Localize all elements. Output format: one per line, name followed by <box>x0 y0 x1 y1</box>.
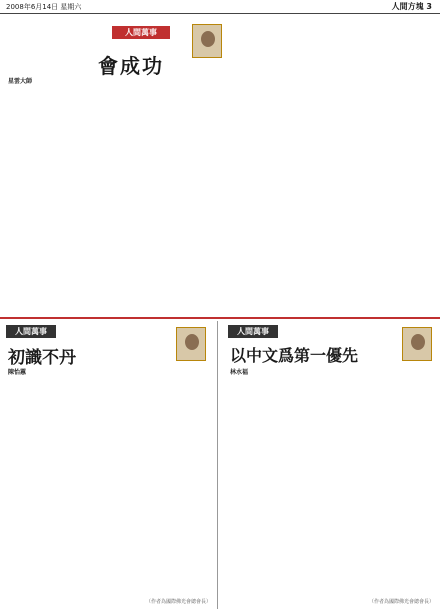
author-portrait-icon <box>192 24 222 58</box>
author-portrait-icon <box>176 327 206 361</box>
article-title: 以中文爲第一優先 <box>230 346 359 365</box>
author-portrait-icon <box>402 327 432 361</box>
section-title: 人間方塊 3 <box>391 2 432 11</box>
source-note: （作者為國際佛光會總會長） <box>145 599 211 605</box>
source-note: （作者為國際佛光會總會長） <box>368 599 434 605</box>
issue-date: 2008年6月14日 星期六 <box>6 3 82 11</box>
author-byline: 星雲大師 <box>8 78 33 85</box>
column-tag: 人間萬事 <box>6 325 56 338</box>
article-body <box>8 379 212 593</box>
column-tag: 人間萬事 <box>228 325 278 338</box>
author-byline: 陳怡蕙 <box>8 369 27 376</box>
article-body <box>230 379 434 593</box>
left-article <box>0 321 218 609</box>
article-title: 會成功 <box>98 54 164 78</box>
author-byline: 林水福 <box>230 369 249 376</box>
right-article <box>222 321 440 609</box>
article-body <box>8 88 432 314</box>
top-article <box>0 16 440 319</box>
article-title: 初識不丹 <box>8 348 76 368</box>
column-tag: 人間萬事 <box>112 26 170 39</box>
masthead <box>0 0 440 14</box>
